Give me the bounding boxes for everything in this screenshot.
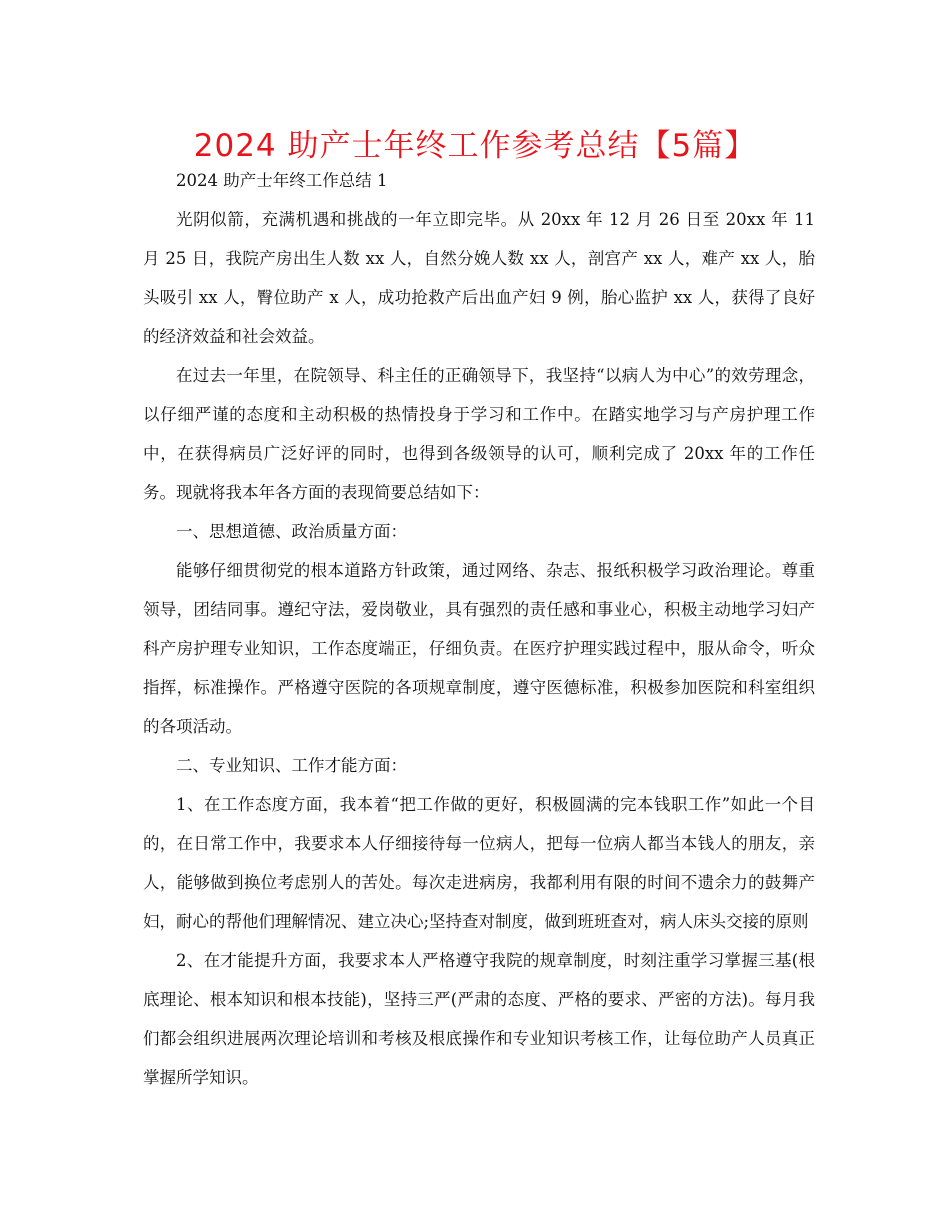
section-heading: 一、思想道德、政治质量方面： [176, 522, 407, 541]
paragraph: 在过去一年里，在院领导、科主任的正确领导下，我坚持“以病人为中心”的效劳理念，以仔细严谨的态度和主动积极的热情投身于学习和工作中。在踏实地学习与产房护理工作中，在获得病员广泛好评的同时，也得到各级领导的认可，顺利完成了 20xx 年的工作任务。现就将我本年各方面的表现简要总结如下： [143, 366, 815, 502]
paragraph: 2、在才能提升方面，我要求本人严格遵守我院的规章制度，时刻注重学习掌握三基(根底理论、根本知识和根本技能)，坚持三严(严肃的态度、严格的要求、严密的方法)。每月我们都会组织进展两次理论培训和考核及根底操作和专业知识考核工作，让每位助产人员真正掌握所学知识。 [143, 951, 815, 1087]
paragraph: 1、在工作态度方面，我本着“把工作做的更好，积极圆满的完本钱职工作”如此一个目的，在日常工作中，我要求本人仔细接待每一位病人，把每一位病人都当本钱人的朋友，亲人，能够做到换位考虑别人的苦处。每次走进病房，我都利用有限的时间不遗余力的鼓舞产妇，耐心的帮他们理解情况、建立决心;坚持查对制度，做到班班查对，病人床头交接的原则 [143, 795, 815, 931]
paragraph: 光阴似箭，充满机遇和挑战的一年立即完毕。从 20xx 年 12 月 26 日至 20xx 年 11 月 25 日，我院产房出生人数 xx 人，自然分娩人数 xx 人，剖宫产 xx 人，难产 xx 人，胎头吸引 xx 人，臀位助产 x 人，成功抢救产后出血产妇 9 例，胎心监护 xx 人，获得了良好的经济效益和社会效益。 [143, 210, 815, 346]
section-heading: 2024 助产士年终工作总结 1 [176, 171, 388, 190]
document-title: 2024 助产士年终工作参考总结【5篇】 [193, 128, 757, 164]
section-heading: 二、专业知识、工作才能方面： [176, 756, 407, 775]
paragraph: 能够仔细贯彻党的根本道路方针政策，通过网络、杂志、报纸积极学习政治理论。尊重领导，团结同事。遵纪守法，爱岗敬业，具有强烈的责任感和事业心，积极主动地学习妇产科产房护理专业知识，工作态度端正，仔细负责。在医疗护理实践过程中，服从命令，听众指挥，标准操作。严格遵守医院的各项规章制度，遵守医德标准，积极参加医院和科室组织的各项活动。 [143, 561, 815, 736]
document-body [143, 161, 815, 1097]
